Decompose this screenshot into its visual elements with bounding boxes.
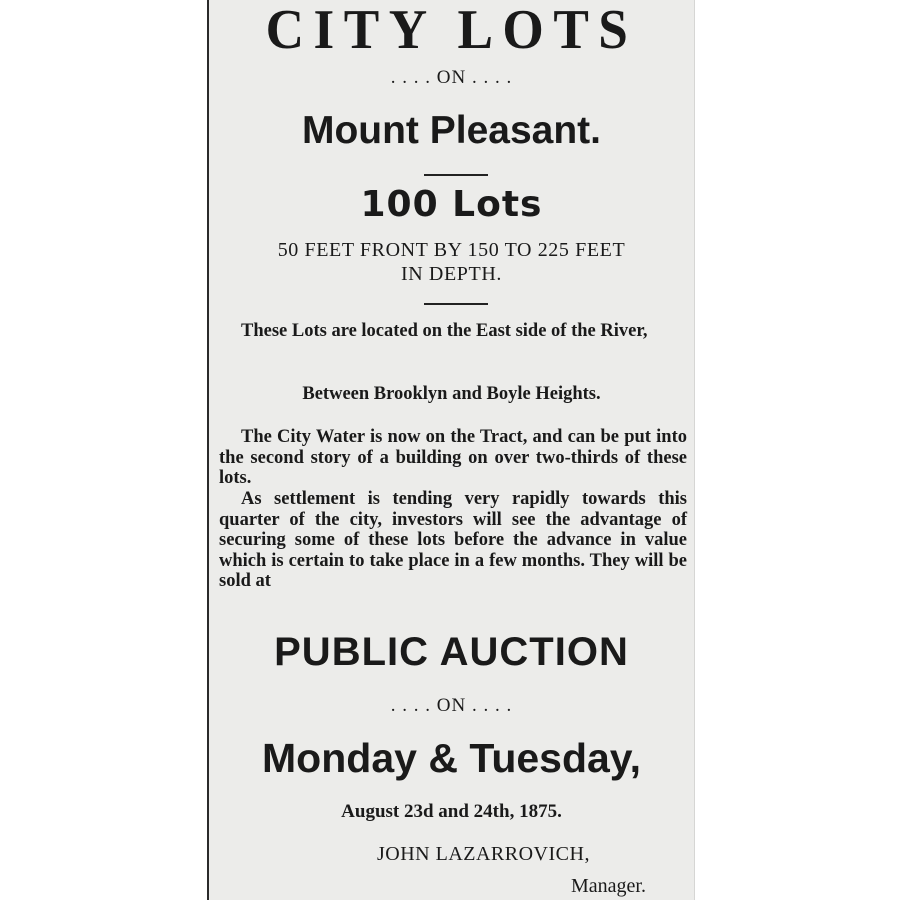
water-paragraph: The City Water is now on the Tract, and can be put into the second story of a building on over two-thirds of these lots. xyxy=(219,427,687,488)
on-divider-top: . . . . ON . . . . xyxy=(390,67,513,88)
manager-name: JOHN LAZARROVICH, xyxy=(377,843,590,865)
manager-title: Manager. xyxy=(571,875,646,897)
location-paragraph: These Lots are located on the East side of the River, xyxy=(241,321,648,341)
lots-count: 100 Lots xyxy=(360,184,543,225)
newspaper-ad-clipping xyxy=(207,0,695,900)
headline: CITY LOTS xyxy=(265,0,638,61)
settlement-paragraph: As settlement is tending very rapidly towards this quarter of the city, investors will see the advantage of securing some of these lots before the advance in value which is certain to take place in a few months. They will be sold at xyxy=(219,489,687,591)
separator-rule-2 xyxy=(424,303,488,305)
separator-rule-1 xyxy=(424,174,488,176)
auction-days: Monday & Tuesday, xyxy=(262,735,641,781)
auction-date: August 23d and 24th, 1875. xyxy=(341,801,562,822)
on-divider-bottom: . . . . ON . . . . xyxy=(390,695,513,716)
dimensions-line-2: IN DEPTH. xyxy=(401,263,502,285)
location-title: Mount Pleasant. xyxy=(301,109,602,152)
between-paragraph: Between Brooklyn and Boyle Heights. xyxy=(302,384,601,404)
dimensions-line-1: 50 FEET FRONT BY 150 TO 225 FEET xyxy=(277,239,626,261)
auction-heading: PUBLIC AUCTION xyxy=(274,630,629,674)
